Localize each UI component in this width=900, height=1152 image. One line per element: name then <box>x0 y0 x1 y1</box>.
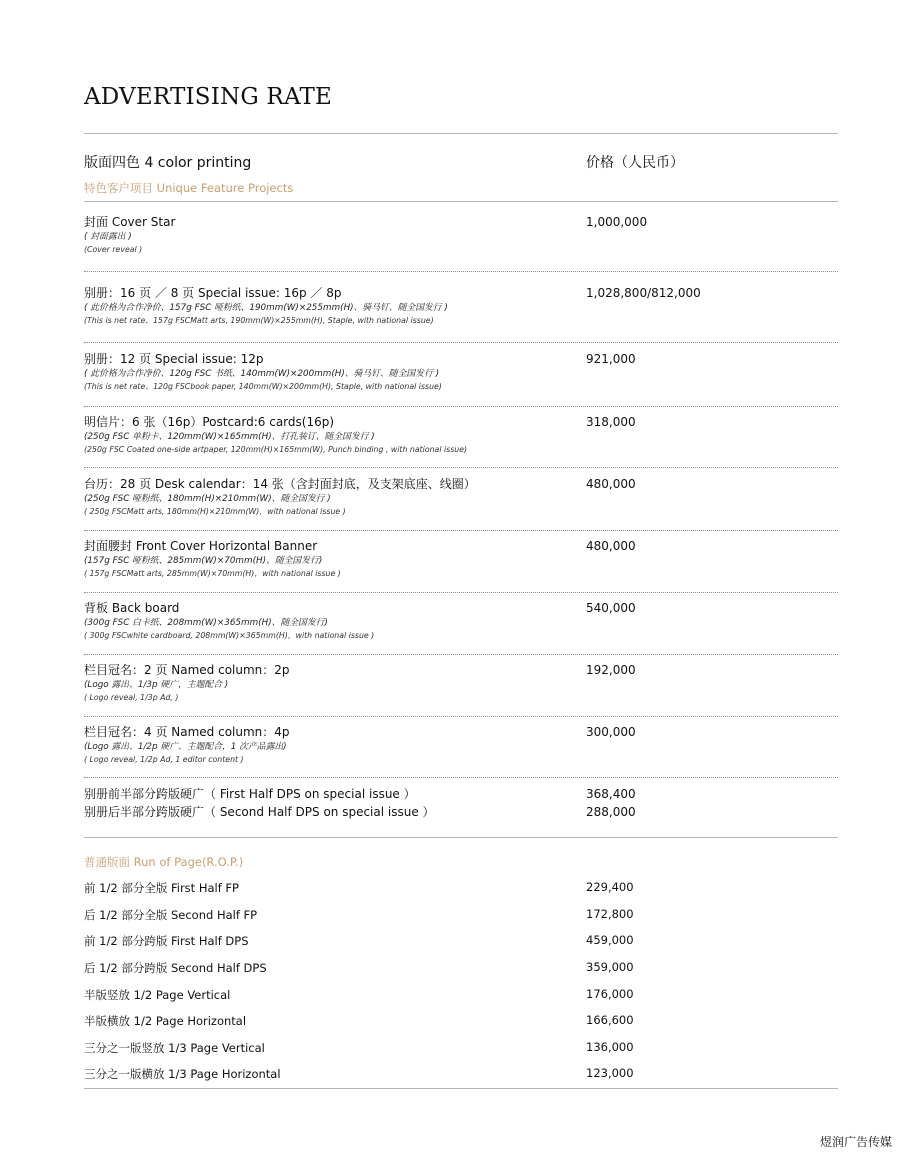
item-spec-cn: (Logo 露出、1/2p 硬广、主题配合，1 次产品露出) <box>84 742 287 752</box>
item-spec-en: ( 300g FSCwhite cardboard, 208mm(W)×365mm(H)，with national issue ) <box>84 631 375 640</box>
divider <box>84 1088 838 1089</box>
row-divider <box>84 777 838 778</box>
item-price: 123,000 <box>586 1066 634 1080</box>
item-price: 176,000 <box>586 987 634 1001</box>
item-price: 540,000 <box>586 601 636 615</box>
row-divider <box>84 271 838 272</box>
rate-row <box>84 1040 838 1056</box>
item-name: 半版横放 1/2 Page Horizontal <box>84 1014 247 1028</box>
item-spec-en: (This is net rate、157g FSCMatt arts, 190mm(W)×255mm(H), Staple, with national issue) <box>84 316 434 325</box>
item-price: 229,400 <box>586 880 634 894</box>
item-spec-cn: (250g FSC 单粉卡、120mm(W)×165mm(H)、打孔装订、随全国发行 ) <box>84 432 375 442</box>
item-name: 三分之一版竖放 1/3 Page Vertical <box>84 1041 265 1055</box>
section-heading-rop: 普通版面 Run of Page(R.O.P.) <box>84 855 244 869</box>
divider <box>84 201 838 202</box>
item-spec-en: ( 250g FSCMatt arts, 180mm(H)×210mm(W)，with national issue ) <box>84 507 346 516</box>
rate-row <box>84 351 838 393</box>
rate-row <box>84 1013 838 1029</box>
item-name: 三分之一版横放 1/3 Page Horizontal <box>84 1067 281 1081</box>
item-price: 459,000 <box>586 933 634 947</box>
item-name: 别册：12 页 Special issue: 12p <box>84 352 264 366</box>
row-divider <box>84 530 838 531</box>
rate-row <box>84 1066 838 1082</box>
item-price: 166,600 <box>586 1013 634 1027</box>
item-spec-en: ( Logo reveal, 1/3p Ad, ) <box>84 693 179 702</box>
row-divider <box>84 654 838 655</box>
item-price: 136,000 <box>586 1040 634 1054</box>
item-name: 半版竖放 1/2 Page Vertical <box>84 988 231 1002</box>
row-divider <box>84 467 838 468</box>
rate-row <box>84 600 838 642</box>
item-price: 288,000 <box>586 805 636 819</box>
item-name: 后 1/2 部分跨版 Second Half DPS <box>84 961 267 975</box>
rate-row <box>84 476 838 518</box>
item-price: 368,400 <box>586 787 636 801</box>
item-name: 栏目冠名：4 页 Named column：4p <box>84 725 290 739</box>
row-divider <box>84 342 838 343</box>
item-spec-en: ( Logo reveal, 1/2p Ad, 1 editor content ) <box>84 755 244 764</box>
rate-row <box>84 880 838 896</box>
item-name: 栏目冠名：2 页 Named column：2p <box>84 663 290 677</box>
item-price: 921,000 <box>586 352 636 366</box>
item-spec-cn: ( 此价格为合作净价、157g FSC 哑粉纸、190mm(W)×255mm(H)、骑马钉、随全国发行 ) <box>84 303 448 313</box>
column-header-format: 版面四色 4 color printing <box>84 155 252 171</box>
item-price: 172,800 <box>586 907 634 921</box>
item-price: 1,000,000 <box>586 215 648 229</box>
item-spec-cn: ( 封面露出 ) <box>84 232 132 242</box>
item-name: 前 1/2 部分全版 First Half FP <box>84 881 239 895</box>
item-name: 封面 Cover Star <box>84 215 176 229</box>
item-spec-cn: (250g FSC 哑粉纸、180mm(H)×210mm(W)、随全国发行 ) <box>84 494 331 504</box>
rate-row <box>84 804 838 820</box>
divider <box>84 133 838 134</box>
rate-row <box>84 907 838 923</box>
item-spec-cn: (157g FSC 哑粉纸、285mm(W)×70mm(H)、随全国发行) <box>84 556 323 566</box>
item-name: 背板 Back board <box>84 601 180 615</box>
section-heading-feature: 特色客户项目 Unique Feature Projects <box>84 181 294 195</box>
row-divider <box>84 716 838 717</box>
item-name: 别册前半部分跨版硬广（ First Half DPS on special issue ） <box>84 787 416 801</box>
item-spec-en: (250g FSC Coated one-side artpaper, 120mm(H)×165mm(W), Punch binding , with national issue) <box>84 445 468 454</box>
item-price: 192,000 <box>586 663 636 677</box>
rate-row <box>84 285 838 327</box>
row-divider <box>84 592 838 593</box>
rate-row <box>84 214 838 256</box>
divider <box>84 837 838 838</box>
item-spec-en: ( 157g FSCMatt arts, 285mm(W)×70mm(H)，with national issue ) <box>84 569 341 578</box>
rate-row <box>84 662 838 704</box>
row-divider <box>84 406 838 407</box>
item-price: 318,000 <box>586 415 636 429</box>
rate-row <box>84 987 838 1003</box>
item-name: 别册后半部分跨版硬广（ Second Half DPS on special issue ） <box>84 805 435 819</box>
rate-row <box>84 724 838 766</box>
column-header-price: 价格（人民币） <box>586 155 684 171</box>
item-price: 1,028,800/812,000 <box>586 286 701 300</box>
item-spec-en: (Cover reveal ) <box>84 245 143 254</box>
footer-brand: 煜润广告传媒 <box>819 1135 892 1149</box>
item-price: 480,000 <box>586 477 636 491</box>
item-name: 前 1/2 部分跨版 First Half DPS <box>84 934 249 948</box>
item-name: 明信片：6 张（16p）Postcard:6 cards(16p) <box>84 415 335 429</box>
item-spec-cn: (Logo 露出、1/3p 硬广，主题配合 ) <box>84 680 229 690</box>
item-name: 别册：16 页 ／ 8 页 Special issue: 16p ／ 8p <box>84 286 342 300</box>
item-name: 后 1/2 部分全版 Second Half FP <box>84 908 258 922</box>
item-price: 300,000 <box>586 725 636 739</box>
rate-row <box>84 960 838 976</box>
page-title: ADVERTISING RATE <box>84 84 333 110</box>
item-price: 480,000 <box>586 539 636 553</box>
rate-row <box>84 786 838 802</box>
item-spec-cn: (300g FSC 白卡纸、208mm(W)×365mm(H)、随全国发行) <box>84 618 328 628</box>
rate-row <box>84 933 838 949</box>
rate-row <box>84 538 838 580</box>
item-spec-cn: ( 此价格为合作净价、120g FSC 书纸、140mm(W)×200mm(H)、骑马钉、随全国发行 ) <box>84 369 440 379</box>
rate-row <box>84 414 838 456</box>
item-price: 359,000 <box>586 960 634 974</box>
item-name: 封面腰封 Front Cover Horizontal Banner <box>84 539 318 553</box>
item-spec-en: (This is net rate、120g FSCbook paper, 140mm(W)×200mm(H), Staple, with national issue) <box>84 382 442 391</box>
item-name: 台历：28 页 Desk calendar：14 张（含封面封底，及支架底座、线圈） <box>84 477 476 491</box>
